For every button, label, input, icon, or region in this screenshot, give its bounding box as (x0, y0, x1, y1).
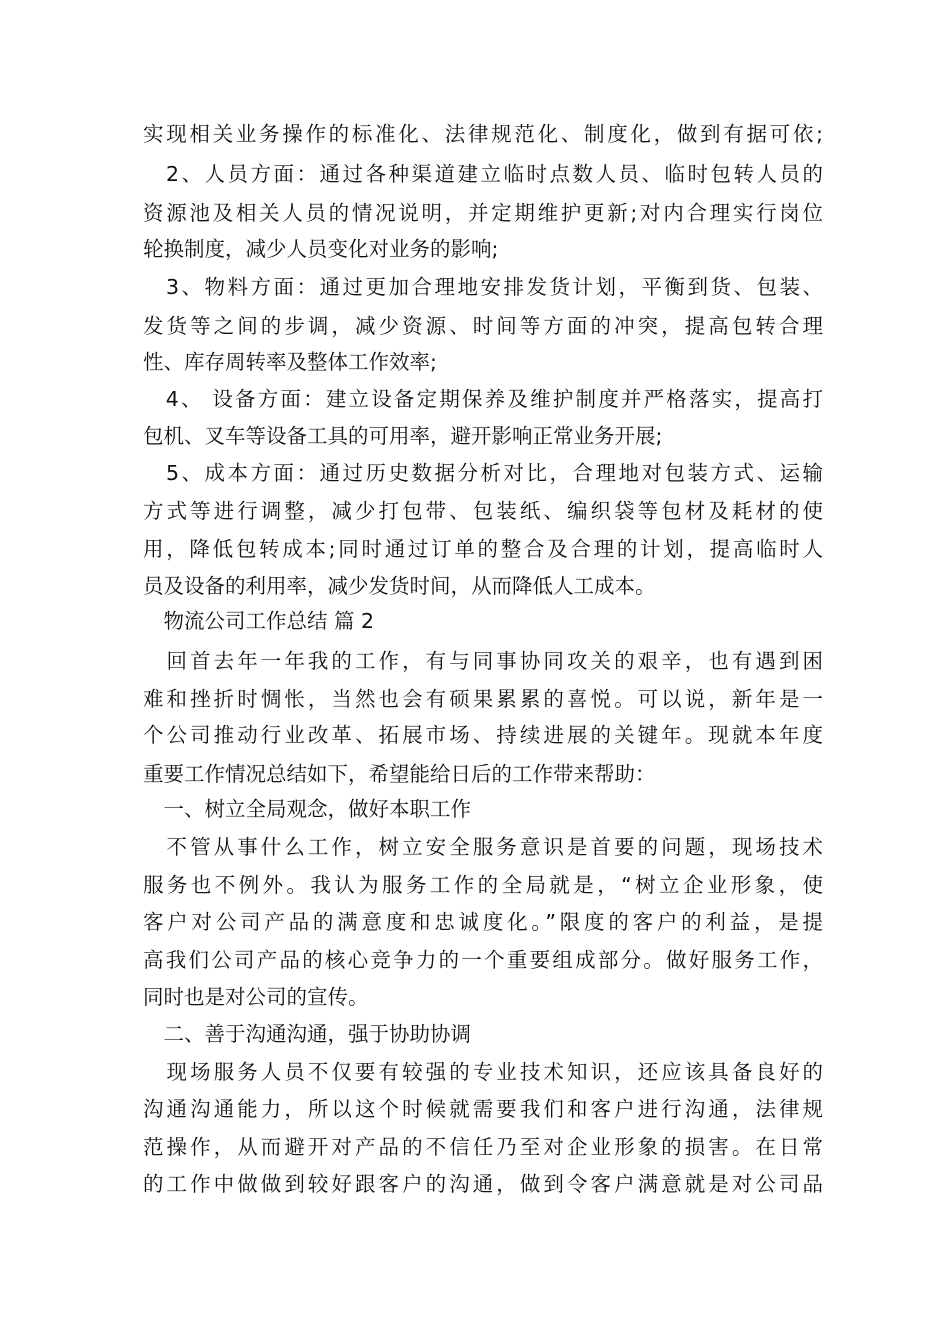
text-line: 客户对公司产品的满意度和忠诚度化。”限度的客户的利益，是提 (143, 910, 823, 934)
text-line: 服务也不例外。我认为服务工作的全局就是，“树立企业形象，使 (143, 873, 823, 897)
subsection-heading: 二、善于沟通沟通，强于协助协调 (143, 1022, 471, 1046)
text-line: 2、人员方面：通过各种渠道建立临时点数人员、临时包转人员的 (143, 162, 823, 186)
text-line: 重要工作情况总结如下，希望能给日后的工作带来帮助： (143, 762, 656, 786)
text-line: 轮换制度，减少人员变化对业务的影响; (143, 237, 499, 261)
text-line: 资源池及相关人员的情况说明，并定期维护更新;对内合理实行岗位 (143, 201, 823, 225)
text-line: 实现相关业务操作的标准化、法律规范化、制度化，做到有据可依; (143, 122, 823, 146)
text-line: 个公司推动行业改革、拓展市场、持续进展的关键年。现就本年度 (143, 723, 823, 747)
text-line: 发货等之间的步调，减少资源、时间等方面的冲突，提高包转合理 (143, 314, 823, 338)
text-line: 3、物料方面：通过更加合理地安排发货计划，平衡到货、包装、 (143, 275, 823, 299)
text-line: 现场服务人员不仅要有较强的专业技术知识，还应该具备良好的 (143, 1060, 823, 1084)
text-line: 难和挫折时惆怅，当然也会有硕果累累的喜悦。可以说，新年是一 (143, 687, 823, 711)
text-line: 员及设备的利用率，减少发货时间，从而降低人工成本。 (143, 574, 656, 598)
subsection-heading: 一、树立全局观念，做好本职工作 (143, 797, 471, 821)
text-line: 性、库存周转率及整体工作效率; (143, 350, 437, 374)
text-line: 方式等进行调整，减少打包带、包装纸、编织袋等包材及耗材的使 (143, 499, 823, 523)
text-line: 4、 设备方面：建立设备定期保养及维护制度并严格落实，提高打 (143, 387, 823, 411)
text-line: 的工作中做做到较好跟客户的沟通，做到令客户满意就是对公司品 (143, 1172, 823, 1196)
text-line: 高我们公司产品的核心竞争力的一个重要组成部分。做好服务工作， (143, 948, 823, 972)
text-line: 沟通沟通能力，所以这个时候就需要我们和客户进行沟通，法律规 (143, 1097, 823, 1121)
text-line: 回首去年一年我的工作，有与同事协同攻关的艰辛，也有遇到困 (143, 649, 823, 673)
text-line: 5、成本方面：通过历史数据分析对比，合理地对包装方式、运输 (143, 461, 823, 485)
text-line: 用，降低包转成本;同时通过订单的整合及合理的计划，提高临时人 (143, 537, 823, 561)
section-heading: 物流公司工作总结 篇 2 (143, 609, 375, 633)
text-line: 同时也是对公司的宣传。 (143, 985, 369, 1009)
text-line: 包机、叉车等设备工具的可用率，避开影响正常业务开展; (143, 424, 663, 448)
text-line: 不管从事什么工作，树立安全服务意识是首要的问题，现场技术 (143, 835, 823, 859)
text-line: 范操作，从而避开对产品的不信任乃至对企业形象的损害。在日常 (143, 1135, 823, 1159)
